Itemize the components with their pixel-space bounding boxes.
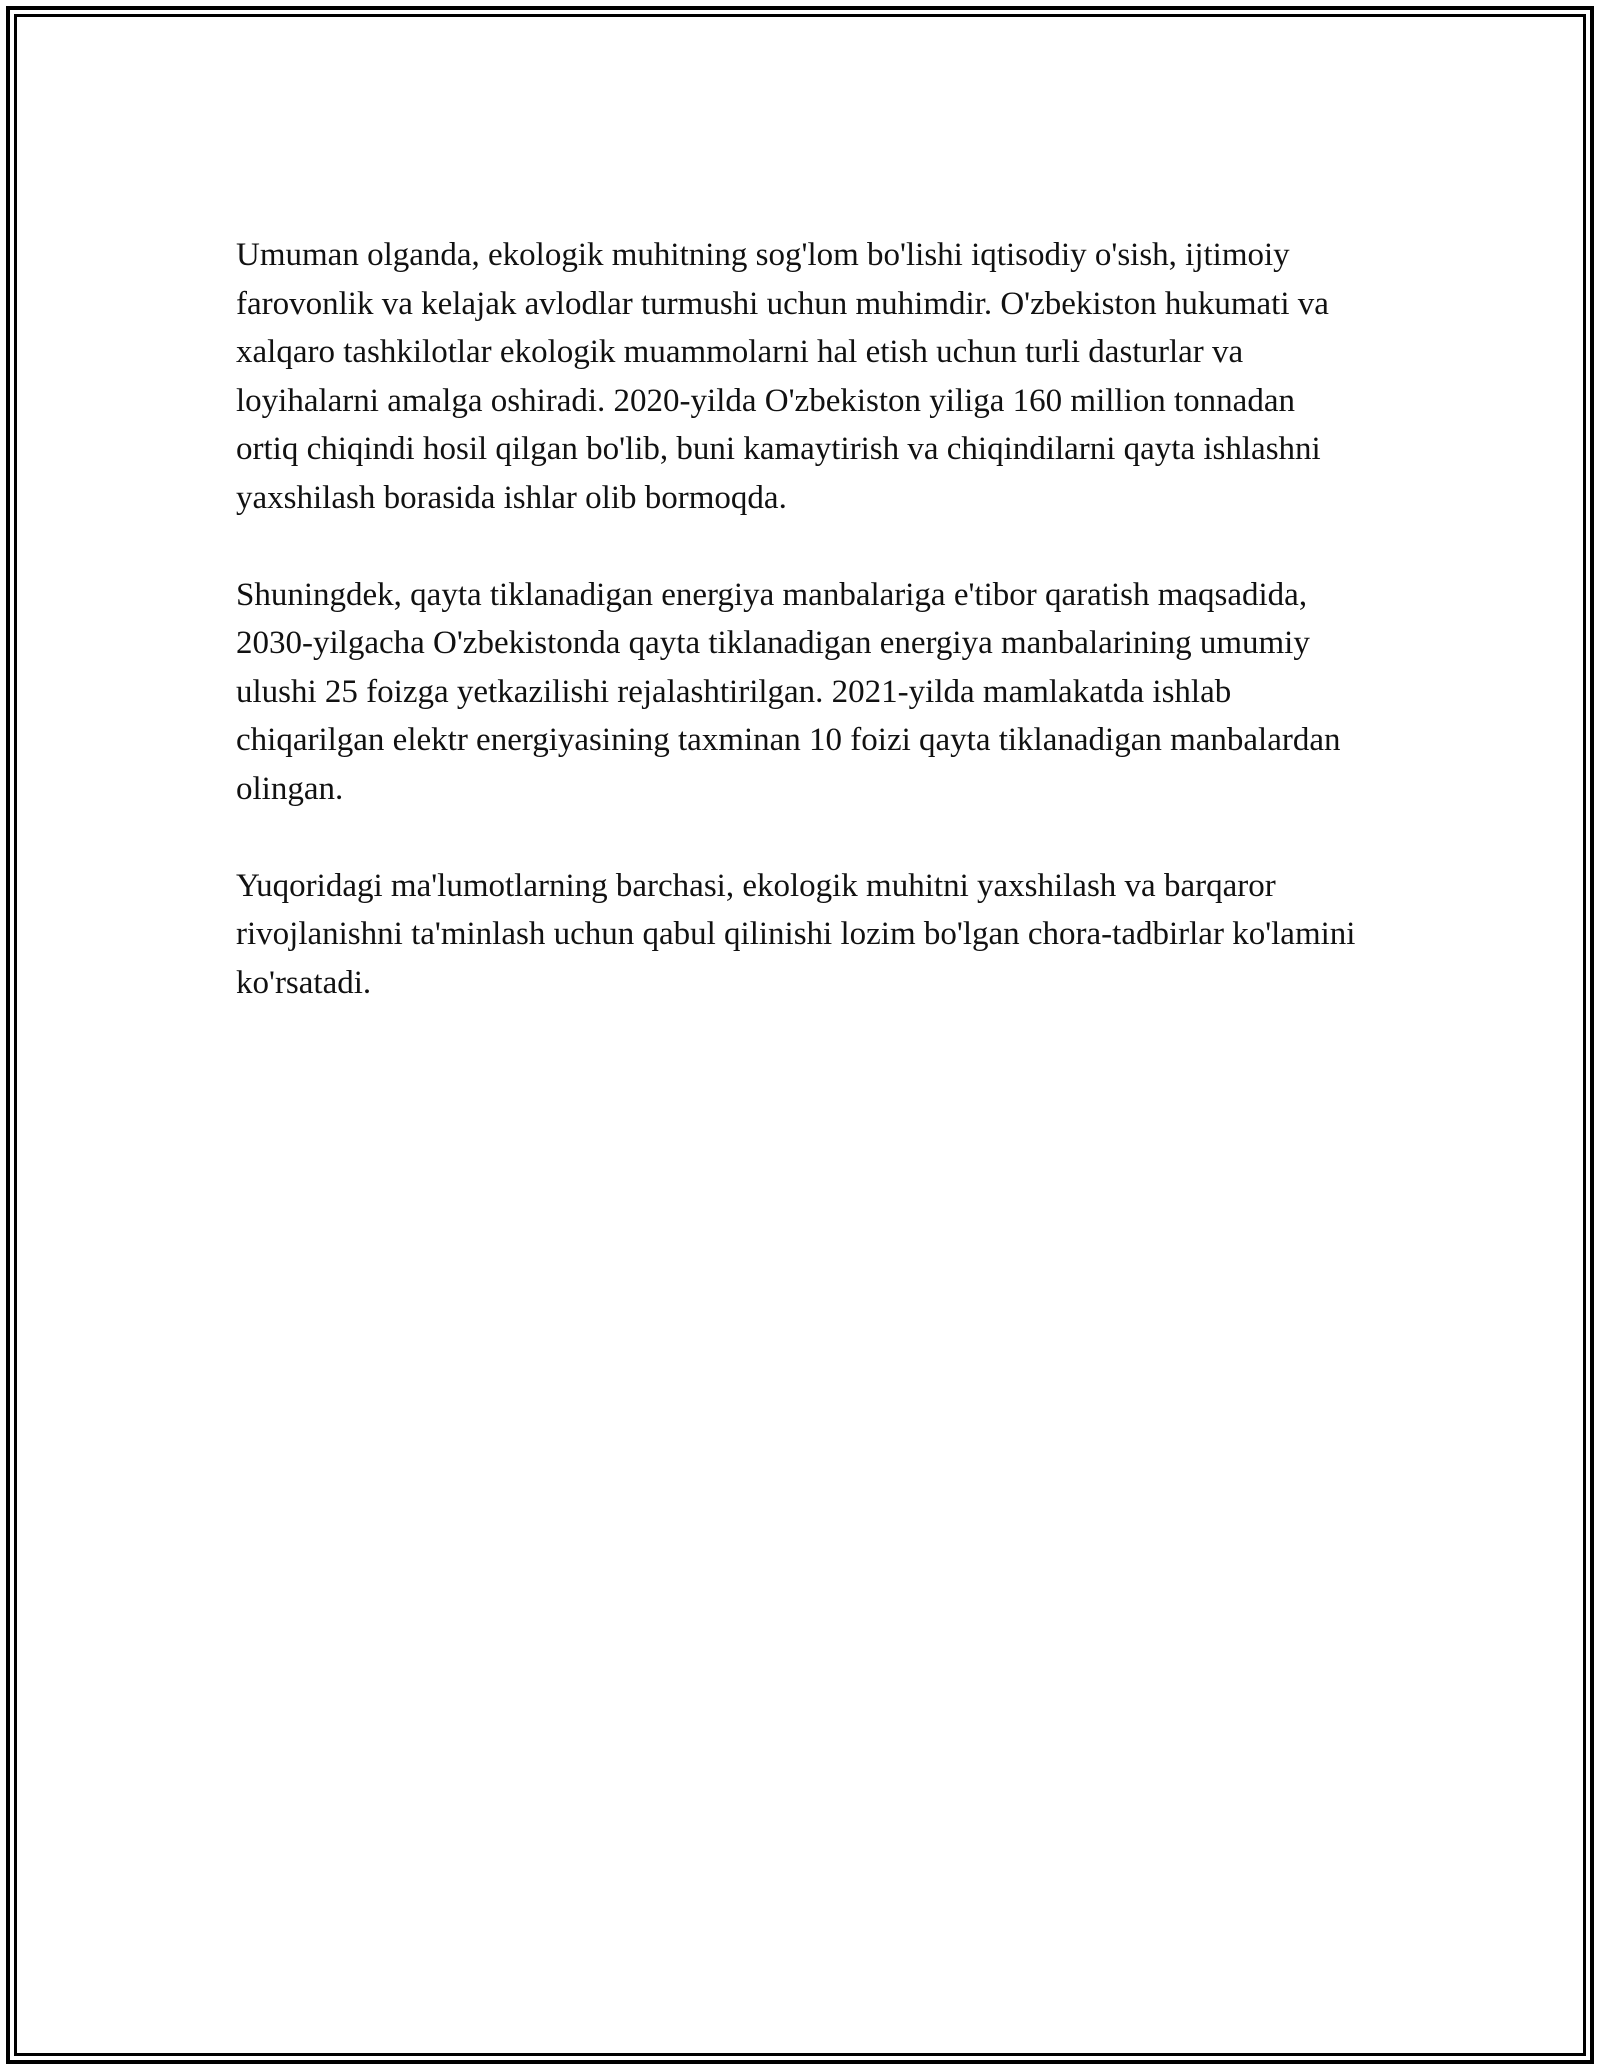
paragraph-renewable-energy: Shuningdek, qayta tiklanadigan energiya manbalariga e'tibor qaratish maqsadida, 2030-yilgacha O'zbekistonda qayta tiklanadigan energiya manbalarining umumiy ulushi 25 foizga yetkazilishi rejalashtirilgan. 2021-yilda mamlakatda ishlab chiqarilgan elektr energiyasining taxminan 10 foizi qayta tiklanadigan manbalardan olingan.	[236, 576, 1341, 807]
paragraph-conclusion: Yuqoridagi ma'lumotlarning barchasi, ekologik muhitni yaxshilash va barqaror rivojlanishni ta'minlash uchun qabul qilinishi lozim bo'lgan chora-tadbirlar ko'lamini ko'rsatadi.	[236, 867, 1356, 1001]
document-body	[236, 231, 1361, 1056]
paragraph-waste: Umuman olganda, ekologik muhitning sog'lom bo'lishi iqtisodiy o'sish, ijtimoiy farovonlik va kelajak avlodlar turmushi uchun muhimdir. O'zbekiston hukumati va xalqaro tashkilotlar ekologik muammolarni hal etish uchun turli dasturlar va loyihalarni amalga oshiradi. 2020-yilda O'zbekiston yiliga 160 million tonnadan ortiq chiqindi hosil qilgan bo'lib, buni kamaytirish va chiqindilarni qayta ishlashni yaxshilash borasida ishlar olib bormoqda.	[236, 237, 1329, 516]
